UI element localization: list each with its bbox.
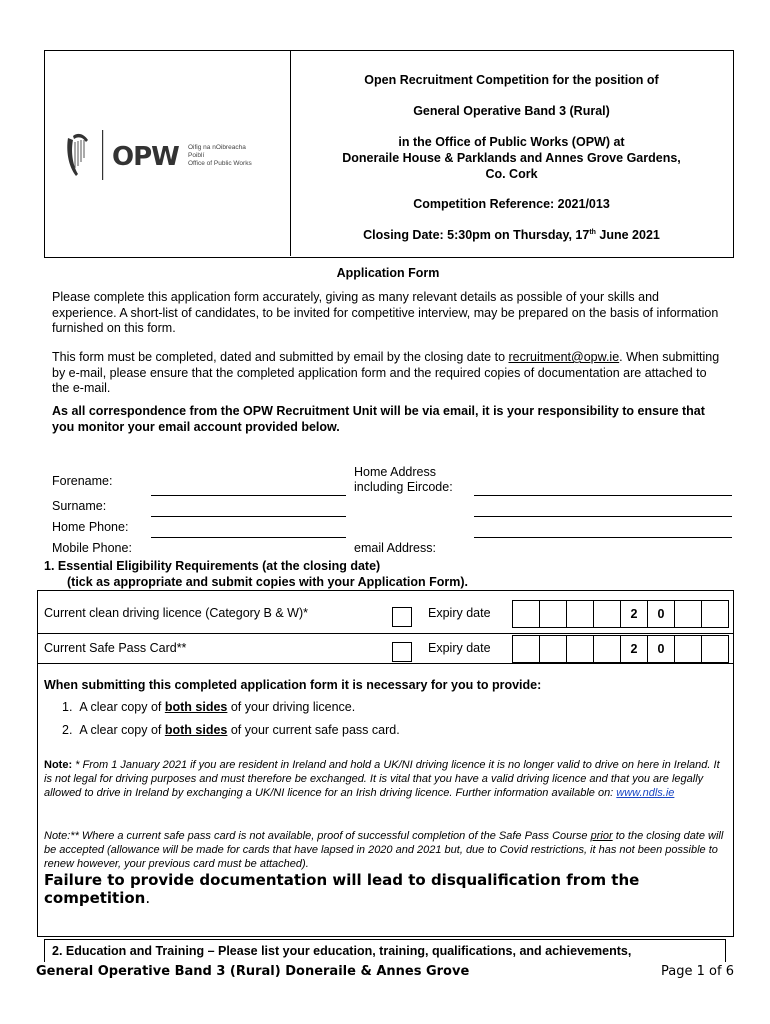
date-cell[interactable] (567, 636, 594, 662)
date-cell[interactable] (540, 636, 567, 662)
date-cell[interactable] (594, 636, 621, 662)
section-1-title: 1. Essential Eligibility Requirements (at the closing date) (44, 559, 381, 573)
driving-licence-checkbox[interactable] (392, 607, 412, 627)
eligibility-row-divider (37, 633, 734, 634)
surname-field[interactable] (151, 516, 346, 517)
form-title: Application Form (336, 266, 440, 280)
header-line-5: Co. Cork (485, 167, 538, 181)
mobile-phone-label: Mobile Phone: (52, 541, 132, 555)
driving-licence-expiry-date[interactable] (512, 600, 729, 628)
home-phone-label: Home Phone: (52, 520, 129, 534)
closing-date: Closing Date: 5:30pm on Thursday, 17th June 2021 (363, 228, 660, 242)
provide-heading: When submitting this completed application form it is necessary for you to provide: (44, 678, 542, 692)
driving-licence-label: Current clean driving licence (Category B & W)* (44, 606, 308, 620)
logo-subtext (188, 144, 262, 168)
home-address-field-3[interactable] (474, 537, 732, 538)
eligibility-row-divider-2 (37, 663, 734, 664)
home-address-field-1[interactable] (474, 495, 732, 496)
forename-field[interactable] (151, 495, 346, 496)
page-number: Page 1 of 6 (661, 964, 734, 979)
date-cell[interactable] (513, 636, 540, 662)
surname-label: Surname: (52, 499, 107, 513)
header-line-2: General Operative Band 3 (Rural) (413, 104, 610, 118)
safe-pass-expiry-date[interactable] (512, 635, 729, 663)
failure-warning: Failure to provide documentation will lead to disqualification from the competition. (44, 871, 640, 907)
date-cell-year[interactable]: 2 (621, 636, 648, 662)
date-cell[interactable] (702, 601, 729, 627)
provide-item-2: 2. A clear copy of both sides of your current safe pass card. (62, 723, 400, 737)
logo-wordmark: OPW (112, 142, 179, 172)
logo-english: Office of Public Works (188, 160, 252, 167)
safe-pass-expiry-label: Expiry date (428, 641, 491, 655)
date-cell[interactable] (567, 601, 594, 627)
intro-paragraph-2: This form must be completed, dated and submitted by email by the closing date to recruitment@opw.ie. When submitting by e-mail, please ensure that the completed application form and the required copies of documentation are attached to the e-mail. (52, 350, 720, 395)
date-cell[interactable] (675, 636, 702, 662)
provide-item-1: 1. A clear copy of both sides of your driving licence. (62, 700, 356, 714)
note-driving-licence: Note: * From 1 January 2021 if you are resident in Ireland and hold a UK/NI driving licence it is no longer valid to drive on here in Ireland. It is not legal for driving purposes and must therefore be exchanged. It is vital that you have a valid driving licence and that you are legally allowed to drive in Ireland by exchanging a UK/NI licence for an Irish driving licence. Further information available on: www.ndls.ie (44, 759, 720, 799)
date-cell[interactable] (594, 601, 621, 627)
header-line-3: in the Office of Public Works (OPW) at (398, 135, 625, 149)
date-cell-year[interactable]: 0 (648, 636, 675, 662)
date-cell-year[interactable]: 0 (648, 601, 675, 627)
note-safe-pass: Note:** Where a current safe pass card is not available, proof of successful completion of the Safe Pass Course prior to the closing date will be accepted (allowance will be made for cards that have lapsed in 2020 and 2021 but, due to Covid restrictions, it has not been possible to renew however, your previous card must be attached). (44, 830, 724, 870)
home-address-label: Home Address including Eircode: (354, 465, 453, 494)
date-cell[interactable] (540, 601, 567, 627)
date-cell[interactable] (675, 601, 702, 627)
intro-paragraph-3: As all correspondence from the OPW Recruitment Unit will be via email, it is your responsibility to ensure that you monitor your email account provided below. (52, 404, 705, 434)
footer-title: General Operative Band 3 (Rural) Doneraile & Annes Grove (36, 964, 470, 979)
header-line-1: Open Recruitment Competition for the position of (364, 73, 659, 87)
intro-paragraph-1: Please complete this application form accurately, giving as many relevant details as possible of your skills and experience. A short-list of candidates, to be invited for competitive interview, may be prepared on the basis of information furnished on this form. (52, 290, 719, 335)
email-label: email Address: (354, 541, 436, 555)
section-2-title: 2. Education and Training – Please list your education, training, qualifications, and achievements, (52, 944, 632, 958)
section-1-subtitle: (tick as appropriate and submit copies with your Application Form). (67, 575, 468, 589)
forename-label: Forename: (52, 474, 113, 488)
header-line-4: Doneraile House & Parklands and Annes Grove Gardens, (342, 151, 681, 165)
logo-irish: Oifig na nOibreacha Poiblí (188, 144, 246, 159)
home-phone-field[interactable] (151, 537, 346, 538)
safe-pass-label: Current Safe Pass Card** (44, 641, 187, 655)
competition-reference: Competition Reference: 2021/013 (413, 197, 610, 211)
driving-licence-expiry-label: Expiry date (428, 606, 491, 620)
date-cell[interactable] (513, 601, 540, 627)
date-cell-year[interactable]: 2 (621, 601, 648, 627)
opw-logo (62, 128, 262, 184)
safe-pass-checkbox[interactable] (392, 642, 412, 662)
recruitment-email-link[interactable]: recruitment@opw.ie (508, 350, 620, 364)
ndls-link[interactable]: www.ndls.ie (616, 787, 675, 799)
home-address-field-2[interactable] (474, 516, 732, 517)
date-cell[interactable] (702, 636, 729, 662)
